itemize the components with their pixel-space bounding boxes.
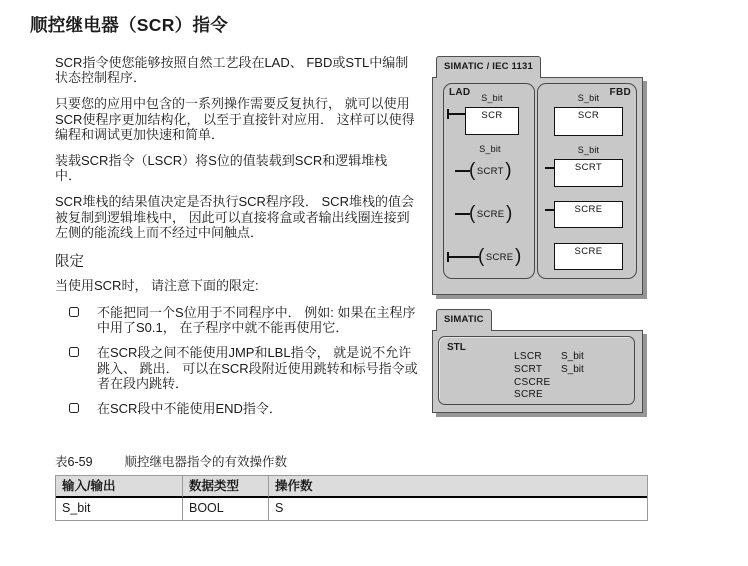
body-paragraph: SCR堆栈的结果值决定是否执行SCR程序段． SCR堆栈的值会 被复制到逻辑堆栈中， 因此可以直接将盒或者输出线圈连接到 左侧的能流线上而不经过中间触点． [55,194,414,240]
page-title: 顺控继电器（SCR）指令 [30,15,229,35]
bullet-icon [69,307,79,317]
table-header-row [56,476,647,498]
stl-code-block [514,351,584,402]
instruction-box-scrt: SCRT [554,159,623,187]
stl-instruction-row [514,351,584,364]
operand-label: S_bit [577,93,600,103]
panel-tab-simatic-iec1131: SIMATIC / IEC 1131 [436,56,541,78]
stl-instruction-row [514,364,584,377]
body-paragraph: SCR指令使您能够按照自然工艺段在LAD、 FBD或STL中编制 状态控制程序． [55,55,409,86]
input-line-icon [545,167,554,169]
coil-scrt [469,160,512,182]
power-rail-line-icon [447,256,479,258]
coil-name: ( SCRT [476,166,504,177]
restriction-list-item [55,345,435,391]
stl-instruction-row [514,389,584,402]
coil-name: ( SCRE [476,209,505,220]
body-paragraph: 只要您的应用中包含的一系列操作需要反复执行， 就可以使用 SCR使程序更加结构化， 以至于直接针对应用． 这样可以使得 编程和调试更加快速和简单． [55,96,415,142]
stl-opcode: SCRT [514,363,543,375]
instruction-panel-stl [432,330,643,413]
operand-label: S_bit [481,93,503,103]
operand-label: S_bit [479,144,501,154]
restriction-item-text: 在SCR段中不能使用END指令． [97,401,282,417]
bullet-icon [69,347,79,357]
table-cell: BOOL [183,498,269,520]
instruction-box-scre: SCRE [554,201,623,228]
restriction-list-item [55,401,435,416]
stl-operand: S_bit [561,351,584,362]
rail-line-icon [455,213,470,215]
stl-operand: S_bit [561,363,584,375]
table-row [56,498,647,520]
fbd-column [537,83,637,279]
table-header-cell: 数据类型 [183,476,269,498]
table-header-cell: 操作数 [269,476,647,498]
instruction-box-scre: SCRE [554,243,623,270]
table-cell: S [275,501,284,515]
stl-instruction-row [514,377,584,390]
stl-box [438,336,635,405]
coil-scre [469,203,512,225]
operand-label: S_bit [577,145,600,155]
instruction-box-scr: SCR [465,107,519,135]
stl-label: STL [447,342,466,353]
table-number: 表6-59 [55,455,93,469]
lad-label: LAD [449,87,471,98]
stl-opcode: SCRE [514,389,543,401]
input-line-icon [545,209,554,211]
instruction-box-scr: SCR [554,107,623,136]
power-rail-line-icon [447,113,465,115]
instruction-panel-iec1131 [432,77,643,295]
body-text-column [55,55,435,426]
lad-column [443,83,535,279]
table-cell: S_bit [56,498,183,520]
restriction-list-item [55,305,435,335]
body-paragraph: 装载SCR指令（LSCR）将S位的值装载到SCR和逻辑堆栈 中． [55,153,388,184]
table-header-cell: 输入/输出 [56,476,183,498]
panel-tab-simatic: SIMATIC [436,309,492,331]
fbd-label: FBD [609,87,631,98]
stl-opcode: LSCR [514,351,542,362]
section-heading-restrictions: 限定 [55,254,84,271]
coil-name: ( SCRE [485,252,514,263]
restriction-item-text: 在SCR段之间不能使用JMP和LBL指令， 就是说不允许 跳入、 跳出． 可以在SCR段附近使用跳转和标号指令或 者在段内跳转． [97,345,418,391]
rail-line-icon [455,170,470,172]
bullet-icon [69,403,79,413]
table-caption [55,452,287,470]
stl-opcode: CSCRE [514,376,551,388]
restrictions-intro: 当使用SCR时， 请注意下面的限定: [55,278,259,294]
restriction-item-text: 不能把同一个S位用于不同程序中． 例如: 如果在主程序 中用了S0.1， 在子程序中就不能再使用它． [97,305,416,336]
coil-scre [478,246,521,268]
table-title: 顺控继电器指令的有效操作数 [124,455,288,469]
operands-table [55,475,648,521]
